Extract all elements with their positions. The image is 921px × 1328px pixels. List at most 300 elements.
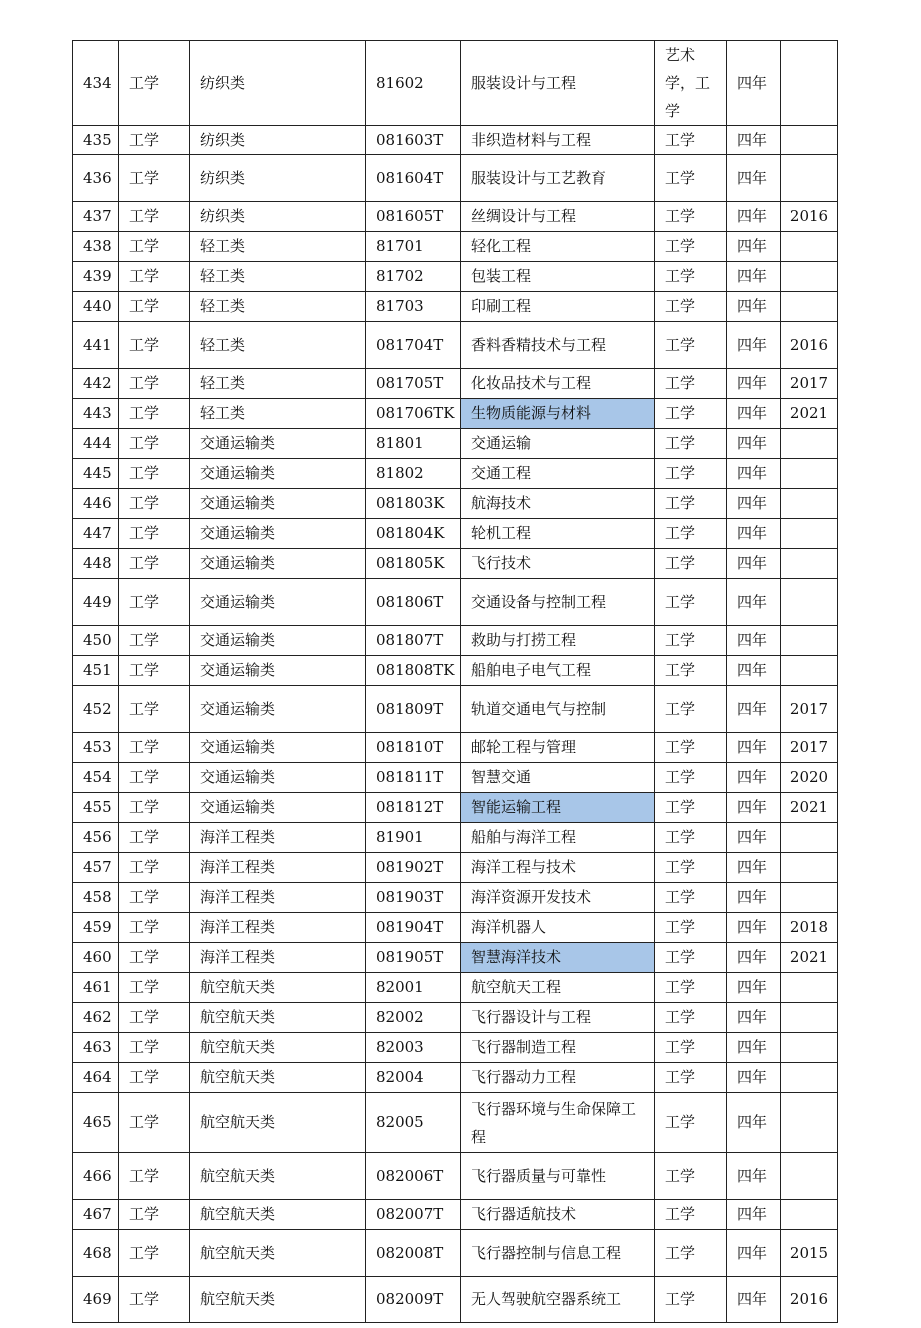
row-number: 459 [73,913,119,943]
category-cell: 海洋工程类 [190,943,366,973]
major-name-cell: 航空航天工程 [461,973,655,1003]
category-cell: 交通运输类 [190,626,366,656]
code-cell: 81703 [366,292,461,322]
code-cell: 081806T [366,579,461,626]
discipline-cell: 工学 [119,126,190,155]
year-cell [781,973,838,1003]
year-cell [781,232,838,262]
discipline-cell: 工学 [119,733,190,763]
category-cell: 海洋工程类 [190,853,366,883]
row-number: 455 [73,793,119,823]
degree-cell: 工学 [655,155,727,202]
code-cell: 081904T [366,913,461,943]
category-cell: 轻工类 [190,232,366,262]
duration-cell: 四年 [727,943,781,973]
degree-cell: 工学 [655,1003,727,1033]
code-cell: 82005 [366,1093,461,1153]
category-cell: 纺织类 [190,202,366,232]
category-cell: 轻工类 [190,262,366,292]
category-cell: 航空航天类 [190,1063,366,1093]
row-number: 462 [73,1003,119,1033]
year-cell [781,1033,838,1063]
degree-cell: 工学 [655,489,727,519]
major-name-cell: 无人驾驶航空器系统工 [461,1277,655,1323]
major-name-cell: 生物质能源与材料 [461,399,655,429]
major-name-cell: 海洋机器人 [461,913,655,943]
code-cell: 82004 [366,1063,461,1093]
row-number: 447 [73,519,119,549]
year-cell: 2016 [781,322,838,369]
degree-cell: 工学 [655,126,727,155]
year-cell [781,41,838,126]
table-row [73,1200,838,1230]
table-row [73,686,838,733]
code-cell: 081604T [366,155,461,202]
discipline-cell: 工学 [119,459,190,489]
major-name-cell: 邮轮工程与管理 [461,733,655,763]
year-cell [781,1093,838,1153]
degree-cell: 工学 [655,943,727,973]
row-number: 434 [73,41,119,126]
year-cell: 2016 [781,1277,838,1323]
row-number: 442 [73,369,119,399]
discipline-cell: 工学 [119,883,190,913]
discipline-cell: 工学 [119,202,190,232]
discipline-cell: 工学 [119,322,190,369]
table-row [73,41,838,126]
major-name-cell: 航海技术 [461,489,655,519]
degree-cell: 工学 [655,793,727,823]
row-number: 460 [73,943,119,973]
category-cell: 纺织类 [190,155,366,202]
table-row [73,943,838,973]
major-name-cell: 服装设计与工艺教育 [461,155,655,202]
major-catalog-table-container [72,40,837,1308]
year-cell [781,626,838,656]
row-number: 469 [73,1277,119,1323]
category-cell: 交通运输类 [190,549,366,579]
row-number: 450 [73,626,119,656]
table-row [73,126,838,155]
code-cell: 081605T [366,202,461,232]
code-cell: 081811T [366,763,461,793]
year-cell: 2021 [781,943,838,973]
duration-cell: 四年 [727,1093,781,1153]
major-name-cell: 智慧海洋技术 [461,943,655,973]
degree-cell: 工学 [655,656,727,686]
duration-cell: 四年 [727,549,781,579]
category-cell: 交通运输类 [190,686,366,733]
major-name-cell: 船舶与海洋工程 [461,823,655,853]
table-row [73,292,838,322]
degree-cell: 工学 [655,549,727,579]
duration-cell: 四年 [727,232,781,262]
code-cell: 081805K [366,549,461,579]
duration-cell: 四年 [727,1200,781,1230]
duration-cell: 四年 [727,292,781,322]
year-cell: 2021 [781,793,838,823]
discipline-cell: 工学 [119,549,190,579]
code-cell: 081807T [366,626,461,656]
category-cell: 航空航天类 [190,973,366,1003]
category-cell: 交通运输类 [190,459,366,489]
degree-cell: 工学 [655,1200,727,1230]
major-name-cell: 飞行器制造工程 [461,1033,655,1063]
code-cell: 081603T [366,126,461,155]
degree-cell: 工学 [655,853,727,883]
category-cell: 航空航天类 [190,1277,366,1323]
table-row [73,656,838,686]
row-number: 448 [73,549,119,579]
duration-cell: 四年 [727,913,781,943]
discipline-cell: 工学 [119,763,190,793]
category-cell: 交通运输类 [190,489,366,519]
category-cell: 航空航天类 [190,1033,366,1063]
duration-cell: 四年 [727,1033,781,1063]
year-cell: 2017 [781,369,838,399]
code-cell: 82003 [366,1033,461,1063]
major-name-cell: 轮机工程 [461,519,655,549]
code-cell: 082008T [366,1230,461,1277]
table-row [73,399,838,429]
duration-cell: 四年 [727,519,781,549]
degree-cell: 工学 [655,262,727,292]
table-row [73,322,838,369]
degree-cell: 工学 [655,322,727,369]
major-name-cell: 船舶电子电气工程 [461,656,655,686]
discipline-cell: 工学 [119,823,190,853]
table-row [73,883,838,913]
table-row [73,549,838,579]
major-name-cell: 救助与打捞工程 [461,626,655,656]
year-cell [781,459,838,489]
table-row [73,793,838,823]
degree-cell: 工学 [655,292,727,322]
major-name-cell: 服装设计与工程 [461,41,655,126]
duration-cell: 四年 [727,1063,781,1093]
discipline-cell: 工学 [119,1153,190,1200]
duration-cell: 四年 [727,369,781,399]
year-cell [781,883,838,913]
discipline-cell: 工学 [119,489,190,519]
degree-cell: 工学 [655,763,727,793]
row-number: 464 [73,1063,119,1093]
major-name-cell: 智慧交通 [461,763,655,793]
category-cell: 航空航天类 [190,1003,366,1033]
category-cell: 交通运输类 [190,793,366,823]
table-row [73,853,838,883]
major-name-cell: 海洋资源开发技术 [461,883,655,913]
row-number: 440 [73,292,119,322]
category-cell: 交通运输类 [190,763,366,793]
row-number: 454 [73,763,119,793]
code-cell: 082006T [366,1153,461,1200]
discipline-cell: 工学 [119,793,190,823]
table-row [73,1033,838,1063]
duration-cell: 四年 [727,1003,781,1033]
table-row [73,1277,838,1323]
duration-cell: 四年 [727,322,781,369]
major-name-cell: 轨道交通电气与控制 [461,686,655,733]
category-cell: 航空航天类 [190,1153,366,1200]
major-name-cell: 包装工程 [461,262,655,292]
year-cell [781,155,838,202]
year-cell: 2021 [781,399,838,429]
category-cell: 航空航天类 [190,1200,366,1230]
row-number: 465 [73,1093,119,1153]
row-number: 438 [73,232,119,262]
discipline-cell: 工学 [119,41,190,126]
year-cell [781,579,838,626]
duration-cell: 四年 [727,853,781,883]
code-cell: 081808TK [366,656,461,686]
major-name-cell: 交通设备与控制工程 [461,579,655,626]
degree-cell: 工学 [655,1033,727,1063]
code-cell: 81701 [366,232,461,262]
category-cell: 交通运输类 [190,519,366,549]
duration-cell: 四年 [727,579,781,626]
year-cell [781,292,838,322]
code-cell: 82002 [366,1003,461,1033]
duration-cell: 四年 [727,733,781,763]
major-name-cell: 丝绸设计与工程 [461,202,655,232]
category-cell: 轻工类 [190,399,366,429]
discipline-cell: 工学 [119,1063,190,1093]
code-cell: 081902T [366,853,461,883]
code-cell: 081804K [366,519,461,549]
row-number: 451 [73,656,119,686]
year-cell: 2016 [781,202,838,232]
degree-cell: 工学 [655,1153,727,1200]
row-number: 466 [73,1153,119,1200]
discipline-cell: 工学 [119,232,190,262]
table-row [73,489,838,519]
table-row [73,973,838,1003]
discipline-cell: 工学 [119,973,190,1003]
year-cell [781,853,838,883]
discipline-cell: 工学 [119,519,190,549]
degree-cell: 工学 [655,823,727,853]
degree-cell: 工学 [655,399,727,429]
discipline-cell: 工学 [119,155,190,202]
duration-cell: 四年 [727,126,781,155]
year-cell [781,262,838,292]
row-number: 458 [73,883,119,913]
code-cell: 081905T [366,943,461,973]
duration-cell: 四年 [727,686,781,733]
duration-cell: 四年 [727,155,781,202]
row-number: 457 [73,853,119,883]
discipline-cell: 工学 [119,656,190,686]
discipline-cell: 工学 [119,853,190,883]
major-name-cell: 飞行器动力工程 [461,1063,655,1093]
year-cell [781,489,838,519]
code-cell: 081809T [366,686,461,733]
row-number: 461 [73,973,119,1003]
major-name-cell: 飞行器控制与信息工程 [461,1230,655,1277]
degree-cell: 工学 [655,913,727,943]
row-number: 437 [73,202,119,232]
major-name-cell: 交通工程 [461,459,655,489]
code-cell: 081812T [366,793,461,823]
major-name-cell: 飞行器设计与工程 [461,1003,655,1033]
duration-cell: 四年 [727,626,781,656]
row-number: 441 [73,322,119,369]
code-cell: 081810T [366,733,461,763]
row-number: 449 [73,579,119,626]
row-number: 445 [73,459,119,489]
table-row [73,1093,838,1153]
discipline-cell: 工学 [119,686,190,733]
major-name-cell: 非织造材料与工程 [461,126,655,155]
year-cell: 2017 [781,686,838,733]
discipline-cell: 工学 [119,913,190,943]
major-name-cell: 飞行器质量与可靠性 [461,1153,655,1200]
row-number: 446 [73,489,119,519]
discipline-cell: 工学 [119,579,190,626]
category-cell: 轻工类 [190,369,366,399]
category-cell: 纺织类 [190,126,366,155]
row-number: 468 [73,1230,119,1277]
table-row [73,1230,838,1277]
major-name-cell: 飞行器适航技术 [461,1200,655,1230]
table-row [73,626,838,656]
duration-cell: 四年 [727,459,781,489]
table-row [73,459,838,489]
row-number: 463 [73,1033,119,1063]
row-number: 456 [73,823,119,853]
major-name-cell: 智能运输工程 [461,793,655,823]
degree-cell: 工学 [655,369,727,399]
code-cell: 81702 [366,262,461,292]
category-cell: 海洋工程类 [190,883,366,913]
duration-cell: 四年 [727,262,781,292]
duration-cell: 四年 [727,1230,781,1277]
degree-cell: 工学 [655,232,727,262]
duration-cell: 四年 [727,973,781,1003]
degree-cell: 工学 [655,973,727,1003]
major-name-cell: 香料香精技术与工程 [461,322,655,369]
major-name-cell: 交通运输 [461,429,655,459]
code-cell: 081704T [366,322,461,369]
table-row [73,1003,838,1033]
category-cell: 轻工类 [190,292,366,322]
year-cell [781,429,838,459]
row-number: 435 [73,126,119,155]
code-cell: 81901 [366,823,461,853]
code-cell: 081705T [366,369,461,399]
major-name-cell: 飞行器环境与生命保障工程 [461,1093,655,1153]
code-cell: 81801 [366,429,461,459]
code-cell: 81802 [366,459,461,489]
major-name-cell: 印刷工程 [461,292,655,322]
year-cell [781,549,838,579]
category-cell: 航空航天类 [190,1093,366,1153]
duration-cell: 四年 [727,763,781,793]
degree-cell: 工学 [655,519,727,549]
degree-cell: 工学 [655,626,727,656]
table-row [73,1153,838,1200]
degree-cell: 工学 [655,1277,727,1323]
code-cell: 81602 [366,41,461,126]
discipline-cell: 工学 [119,399,190,429]
degree-cell: 工学 [655,1093,727,1153]
discipline-cell: 工学 [119,292,190,322]
table-row [73,155,838,202]
duration-cell: 四年 [727,429,781,459]
category-cell: 交通运输类 [190,656,366,686]
table-row [73,429,838,459]
discipline-cell: 工学 [119,1033,190,1063]
code-cell: 081706TK [366,399,461,429]
year-cell: 2018 [781,913,838,943]
degree-cell: 艺术学，工学 [655,41,727,126]
row-number: 436 [73,155,119,202]
duration-cell: 四年 [727,656,781,686]
table-row [73,823,838,853]
year-cell [781,656,838,686]
row-number: 453 [73,733,119,763]
category-cell: 交通运输类 [190,579,366,626]
degree-cell: 工学 [655,686,727,733]
table-row [73,913,838,943]
degree-cell: 工学 [655,459,727,489]
table-row [73,262,838,292]
discipline-cell: 工学 [119,429,190,459]
duration-cell: 四年 [727,823,781,853]
degree-cell: 工学 [655,1063,727,1093]
category-cell: 轻工类 [190,322,366,369]
year-cell [781,1200,838,1230]
duration-cell: 四年 [727,202,781,232]
code-cell: 082009T [366,1277,461,1323]
major-name-cell: 化妆品技术与工程 [461,369,655,399]
row-number: 443 [73,399,119,429]
year-cell [781,1003,838,1033]
table-row [73,763,838,793]
table-row [73,519,838,549]
duration-cell: 四年 [727,793,781,823]
category-cell: 海洋工程类 [190,823,366,853]
major-name-cell: 轻化工程 [461,232,655,262]
code-cell: 082007T [366,1200,461,1230]
discipline-cell: 工学 [119,1230,190,1277]
category-cell: 纺织类 [190,41,366,126]
row-number: 452 [73,686,119,733]
discipline-cell: 工学 [119,1003,190,1033]
table-row [73,733,838,763]
duration-cell: 四年 [727,41,781,126]
degree-cell: 工学 [655,202,727,232]
table-row [73,369,838,399]
code-cell: 081903T [366,883,461,913]
degree-cell: 工学 [655,1230,727,1277]
category-cell: 交通运输类 [190,733,366,763]
discipline-cell: 工学 [119,1093,190,1153]
category-cell: 航空航天类 [190,1230,366,1277]
major-catalog-table [72,40,838,1323]
table-row [73,232,838,262]
major-name-cell: 海洋工程与技术 [461,853,655,883]
year-cell: 2020 [781,763,838,793]
discipline-cell: 工学 [119,943,190,973]
row-number: 467 [73,1200,119,1230]
table-row [73,579,838,626]
category-cell: 海洋工程类 [190,913,366,943]
discipline-cell: 工学 [119,1200,190,1230]
year-cell [781,823,838,853]
year-cell [781,1153,838,1200]
